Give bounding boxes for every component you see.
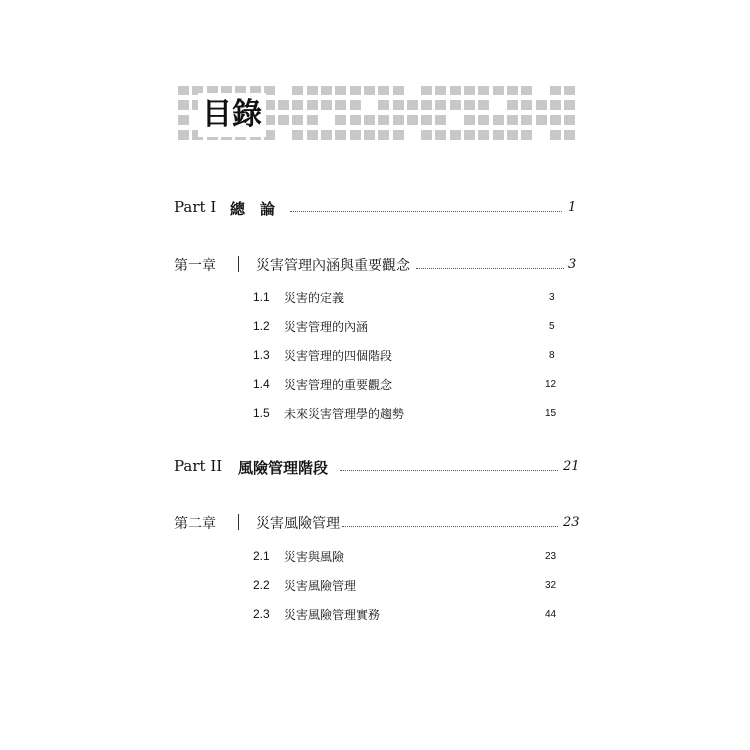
part-title: 風險管理階段 [238,459,329,477]
decorative-block [464,115,475,125]
decorative-block [335,130,346,140]
section-number: 2.1 [253,549,270,563]
decorative-block [350,130,361,140]
toc-header-banner [0,0,750,160]
decorative-block [421,130,432,140]
decorative-block [507,115,518,125]
section-page-number: 12 [545,379,557,390]
section-page-number: 15 [545,408,557,419]
decorative-block [378,86,389,95]
part-page-number: 21 [563,459,580,474]
decorative-block [350,115,361,125]
decorative-block [307,130,318,140]
decorative-block [407,100,418,110]
decorative-block [178,115,189,125]
decorative-block [536,100,547,110]
decorative-block [507,86,518,95]
decorative-block [478,100,489,110]
section-title: 未來災害管理學的趨勢 [284,407,405,421]
section-number: 1.3 [253,348,270,362]
decorative-block [478,115,489,125]
decorative-block [335,86,346,95]
decorative-block [292,100,303,110]
section-title: 災害風險管理 [284,579,357,593]
decorative-block [292,130,303,140]
chapter-divider [238,256,239,272]
decorative-block [464,86,475,95]
decorative-block [464,130,475,140]
decorative-block [178,130,189,140]
chapter-page-number: 3 [568,257,577,272]
section-number: 1.4 [253,377,270,391]
decorative-block [364,86,375,95]
part-page-number: 1 [568,200,577,215]
decorative-block [464,100,475,110]
decorative-block [393,115,404,125]
section-number: 1.2 [253,319,270,333]
decorative-block [507,130,518,140]
decorative-block [378,115,389,125]
decorative-block [564,86,575,95]
section-page-number: 8 [549,350,555,361]
decorative-block [178,100,189,110]
chapter-label: 第一章 [174,258,216,274]
decorative-block [278,115,289,125]
decorative-block [536,115,547,125]
section-page-number: 3 [549,292,555,303]
chapter-divider [238,514,239,530]
decorative-block [550,100,561,110]
decorative-block [493,130,504,140]
decorative-block [564,115,575,125]
decorative-block [350,86,361,95]
section-number: 2.3 [253,607,270,621]
decorative-block [421,86,432,95]
dot-leader [340,470,558,471]
decorative-block [321,100,332,110]
decorative-block [407,115,418,125]
decorative-block [521,115,532,125]
section-page-number: 23 [545,551,557,562]
part-title: 總 論 [230,200,276,218]
decorative-block [393,86,404,95]
decorative-block [550,115,561,125]
decorative-block [550,86,561,95]
decorative-block [307,100,318,110]
section-page-number: 5 [549,321,555,332]
decorative-block [335,100,346,110]
decorative-block [393,100,404,110]
section-page-number: 44 [545,609,557,620]
chapter-label: 第二章 [174,516,216,532]
decorative-block [435,86,446,95]
section-number: 2.2 [253,578,270,592]
part-label: Part II [174,457,223,475]
decorative-block [550,130,561,140]
decorative-block [435,100,446,110]
decorative-block [435,130,446,140]
section-number: 1.5 [253,406,270,420]
decorative-block [321,86,332,95]
section-title: 災害管理的四個階段 [284,349,393,363]
decorative-block [178,86,189,95]
decorative-block [478,130,489,140]
dot-leader [290,211,562,212]
decorative-block [435,115,446,125]
decorative-block [507,100,518,110]
chapter-title: 災害風險管理 [256,516,340,532]
dot-leader [342,526,558,527]
decorative-block [364,130,375,140]
decorative-block [564,130,575,140]
decorative-block [521,130,532,140]
section-title: 災害與風險 [284,550,345,564]
section-title: 災害的定義 [284,291,345,305]
decorative-block [393,130,404,140]
dot-leader [416,268,564,269]
page-title: 目錄 [198,93,266,137]
section-number: 1.1 [253,290,270,304]
chapter-page-number: 23 [563,515,580,530]
decorative-block [292,115,303,125]
decorative-block [564,100,575,110]
decorative-block [378,100,389,110]
decorative-block [307,115,318,125]
section-title: 災害管理的內涵 [284,320,369,334]
decorative-block [307,86,318,95]
decorative-block [478,86,489,95]
decorative-block [421,100,432,110]
section-title: 災害管理的重要觀念 [284,378,393,392]
decorative-block [450,86,461,95]
decorative-block [292,86,303,95]
decorative-block [521,86,532,95]
chapter-title: 災害管理內涵與重要觀念 [256,258,410,274]
decorative-block [493,115,504,125]
part-label: Part I [174,198,217,216]
decorative-block [364,115,375,125]
decorative-block [321,130,332,140]
decorative-block [450,100,461,110]
decorative-block [493,86,504,95]
decorative-block [521,100,532,110]
decorative-block [421,115,432,125]
decorative-block [378,130,389,140]
section-title: 災害風險管理實務 [284,608,381,622]
decorative-block [335,115,346,125]
section-page-number: 32 [545,580,557,591]
decorative-block [350,100,361,110]
decorative-block [450,130,461,140]
decorative-block [278,100,289,110]
